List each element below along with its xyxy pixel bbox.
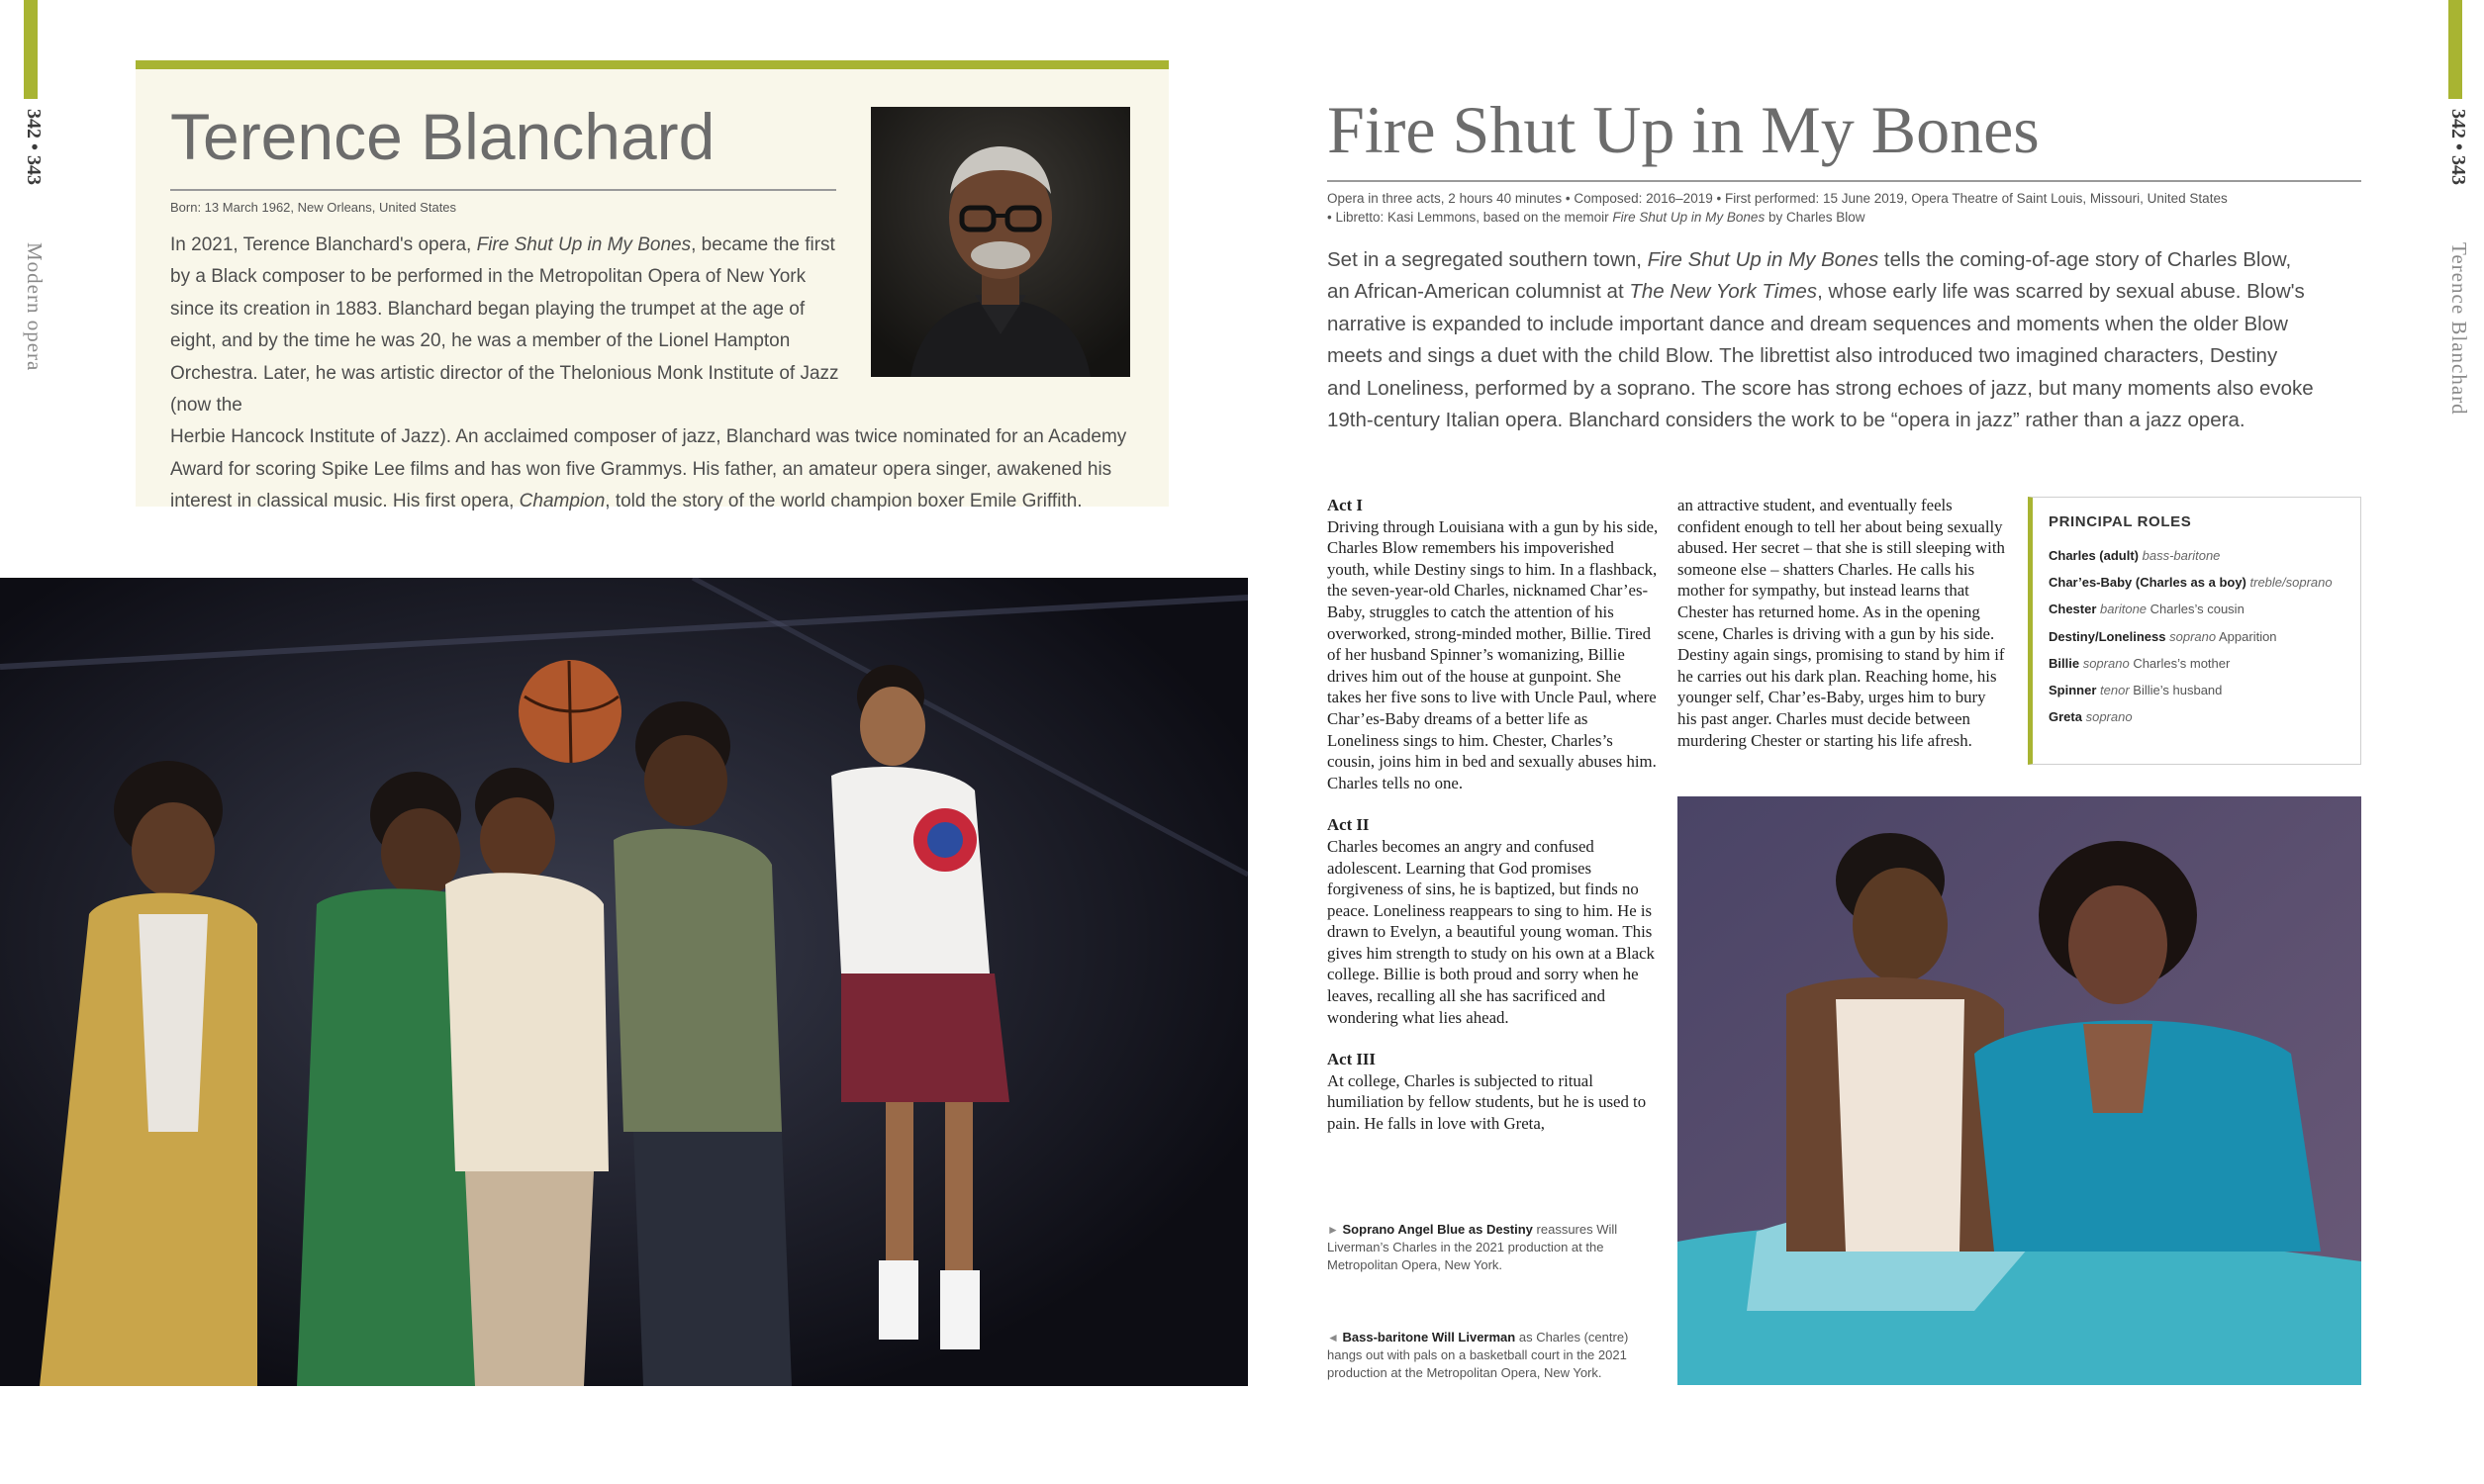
title-rule	[1327, 180, 2361, 182]
principal-roles-list	[2049, 542, 2360, 730]
act-2-text: Charles becomes an angry and confused adolescent. Learning that God promises forgiveness of sins, he is baptized, but finds no peace. Loneliness reappears to sing to him. He is drawn to Evelyn, a beautiful young woman. This gives him strength to study on his own at a Black college. Billie is both proud and sorry when he leaves, recalling all she has sacrificed and wondering what lies ahead.	[1327, 836, 1655, 1027]
duet-photo-illustration	[1677, 796, 2361, 1385]
role-description: Apparition	[2219, 628, 2277, 644]
stage-photo-illustration	[0, 578, 1248, 1386]
portrait-illustration	[871, 107, 1130, 377]
role-description: Charles’s cousin	[2150, 602, 2245, 617]
intro-part-c: tells the coming-of-age story of Charles Blow, an African-American columnist at	[1327, 248, 2292, 304]
duet-photo	[1677, 796, 2361, 1385]
bio-wrapped-part	[170, 230, 843, 421]
bio-opera-title: Fire Shut Up in My Bones	[476, 234, 692, 255]
act-1-heading: Act I	[1327, 496, 1363, 514]
bio-intro: In 2021, Terence Blanchard's opera,	[170, 234, 477, 255]
act-3-heading: Act III	[1327, 1050, 1376, 1069]
composer-name: Terence Blanchard	[170, 100, 716, 173]
role-name: Charles (adult)	[2049, 548, 2140, 563]
meta-memoir-title: Fire Shut Up in My Bones	[1612, 210, 1766, 225]
right-accent-bar	[2448, 0, 2462, 99]
synopsis-column-1	[1327, 495, 1659, 1156]
caption-1-text: reassures Will Liverman’s Charles in the 2021 production at the Metropolitan Opera, New York.	[1327, 1222, 1618, 1273]
opera-title: Fire Shut Up in My Bones	[1327, 92, 2040, 167]
caption-stage-photo	[1327, 1329, 1664, 1383]
intro-newspaper: The New York Times	[1629, 280, 1818, 304]
act-3-text: At college, Charles is subjected to ritual humiliation by fellow students, but he is used to pain. He falls in love with Greta,	[1327, 1070, 1647, 1134]
role-voice: tenor	[2100, 683, 2130, 698]
left-page-number: 342 • 343	[23, 109, 45, 186]
meta-author: by Charles Blow	[1765, 210, 1865, 225]
act-2-heading: Act II	[1327, 815, 1370, 835]
role-voice: bass-baritone	[2142, 548, 2221, 563]
role-voice: soprano	[2085, 709, 2133, 725]
role-name: Spinner	[2049, 683, 2097, 698]
left-section-label: Modern opera	[23, 242, 47, 372]
role-description: Charles’s mother	[2133, 655, 2231, 671]
caption-2-text: as Charles (centre) hangs out with pals on a basketball court in the 2021 production at the Metropolitan Opera, New York.	[1327, 1330, 1629, 1381]
right-section-label: Terence Blanchard	[2447, 242, 2471, 416]
act-1	[1327, 495, 1659, 793]
intro-part-e: , whose early life was scarred by sexual abuse. Blow's narrative is expanded to include important dance and dream sequences and moments when the older Blow meets and sings a duet with the child Blow. The librettist also introduced two imagined characters, Destiny and Loneliness, performed by a soprano. The score has strong echoes of jazz, but many moments also evoke 19th-century Italian opera. Blanchard considers the work to be “opera in jazz” rather than a jazz opera.	[1327, 280, 2314, 432]
role-voice: baritone	[2100, 602, 2148, 617]
bio-end: , told the story of the world champion boxer Emile Griffith.	[605, 491, 1083, 512]
caption-2-bold: Bass-baritone Will Liverman	[1342, 1330, 1516, 1345]
role-item	[2049, 623, 2360, 650]
caption-1-bold: Soprano Angel Blue as Destiny	[1342, 1222, 1533, 1237]
caption-arrow-left-icon: ◄	[1327, 1331, 1339, 1345]
act-2	[1327, 814, 1659, 1028]
meta-libretto: • Libretto: Kasi Lemmons, based on the memoir	[1327, 210, 1613, 225]
role-item	[2049, 677, 2360, 703]
role-item	[2049, 703, 2360, 730]
role-item	[2049, 542, 2360, 569]
bio-rule	[170, 189, 836, 191]
caption-arrow-right-icon: ►	[1327, 1223, 1339, 1237]
bio-champion-title: Champion	[519, 491, 606, 512]
role-voice: soprano	[2169, 628, 2217, 644]
synopsis-column-2: an attractive student, and eventually feels confident enough to tell her about being sexually abused. Her secret – that she is still sleeping with someone else – shatters Charles. He calls his mother for sympathy, but instead learns that Chester has returned home. As in the opening scene, Charles is driving with a gun by his side. Destiny again sings, promising to stand by him if he carries out his dark plan. Reaching home, his younger self, Char’es-Baby, urges him to bury his past anger. Charles must decide between murdering Chester or starting his life afresh.	[1677, 496, 2005, 750]
act-1-text: Driving through Louisiana with a gun by his side, Charles Blow remembers his impoverished youth, while Destiny sings to him. In a flashback, the seven-year-old Charles, nicknamed Char’es-Baby, struggles to catch the attention of his overworked, strong-minded mother, Billie. Tired of her husband Spinner’s womanizing, Billie drives him out of the house at gunpoint. She takes her five sons to live with Uncle Paul, where Char’es-Baby dreams of a better life as Loneliness sings to him. Chester, Charles’s cousin, joins him in bed and sexually abuses him. Charles tells no one.	[1327, 516, 1659, 792]
intro-part-a: Set in a segregated southern town,	[1327, 248, 1648, 271]
principal-roles-box	[2028, 497, 2361, 765]
bio-middle: , became the first by a Black composer to be performed in the Metropolitan Opera of New York since its creation in 1883. Blanchard began playing the trumpet at the age of eight, and by the time he was 20, he was a member of the Lionel Hampton Orchestra. Later, he was artistic director of the Thelonious Monk Institute of Jazz (now the	[170, 234, 839, 417]
composer-born: Born: 13 March 1962, New Orleans, United States	[170, 200, 457, 215]
biography-box	[136, 60, 1169, 512]
stage-photo-basketball-court	[0, 578, 1248, 1386]
act-3	[1327, 1049, 1659, 1134]
opera-meta-line-2	[1327, 210, 1865, 225]
opera-meta-line-1: Opera in three acts, 2 hours 40 minutes • Composed: 2016–2019 • First performed: 15 June 2019, Opera Theatre of Saint Louis, Missouri, United States	[1327, 191, 2228, 206]
role-item	[2049, 650, 2360, 677]
role-name: Destiny/Loneliness	[2049, 628, 2166, 644]
role-name: Greta	[2049, 709, 2082, 725]
right-page-number: 342 • 343	[2447, 109, 2469, 186]
intro-opera-title: Fire Shut Up in My Bones	[1647, 248, 1879, 271]
role-item	[2049, 596, 2360, 622]
composer-portrait	[871, 107, 1130, 377]
bio-rest: Herbie Hancock Institute of Jazz). An acclaimed composer of jazz, Blanchard was twice nominated for an Academy Award for scoring Spike Lee films and has won five Grammys. His father, an amateur opera singer, awakened his interest in classical music. His first opera,	[170, 426, 1127, 512]
role-description: Billie’s husband	[2133, 683, 2223, 698]
caption-duet-photo	[1327, 1221, 1664, 1275]
principal-roles-title: PRINCIPAL ROLES	[2049, 513, 2192, 530]
role-voice: soprano	[2082, 655, 2130, 671]
role-name: Char’es-Baby (Charles as a boy)	[2049, 575, 2246, 591]
opera-intro	[1327, 244, 2317, 436]
role-voice: treble/soprano	[2249, 575, 2333, 591]
role-name: Billie	[2049, 655, 2080, 671]
left-accent-bar	[24, 0, 38, 99]
role-item	[2049, 569, 2360, 596]
role-name: Chester	[2049, 602, 2097, 617]
